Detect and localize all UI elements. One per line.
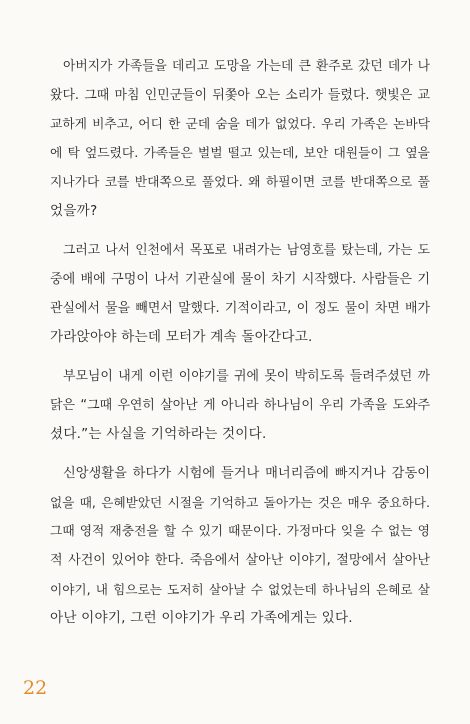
- text-line: 지나가다 코를 반대쪽으로 풀었다. 왜 하필이면 코를 반대쪽으로 풀: [50, 175, 430, 190]
- text-line: 닭은 “그때 우연히 살아난 게 아니라 하나님이 우리 가족을 도와주: [50, 398, 430, 413]
- text-line: 가라앉아야 하는데 모터가 계속 돌아간다고.: [50, 329, 313, 345]
- text-line: 왔다. 그때 마침 인민군들이 뒤쫓아 오는 소리가 들렸다. 햇빛은 교: [50, 88, 430, 103]
- text-line: 중에 배에 구멍이 나서 기관실에 물이 차기 시작했다. 사람들은 기: [50, 272, 430, 287]
- text-line: 신앙생활을 하다가 시험에 들거나 매너리즘에 빠지거나 감동이: [63, 466, 430, 481]
- text-line: 이야기, 내 힘으로는 도저히 살아날 수 없었는데 하나님의 은혜로 살: [50, 582, 430, 597]
- page-number: 22: [23, 677, 48, 699]
- text-line: 부모님이 내게 이런 이야기를 귀에 못이 박히도록 들려주셨던 까: [63, 369, 430, 384]
- text-line: 에 탁 엎드렸다. 가족들은 벌벌 떨고 있는데, 보안 대원들이 그 옆을: [50, 146, 430, 161]
- text-line: 관실에서 물을 빼면서 말했다. 기적이라고, 이 정도 물이 차면 배가: [50, 301, 430, 316]
- paragraph-4: [50, 459, 430, 633]
- body-text: [50, 52, 430, 643]
- text-line: 아난 이야기, 그런 이야기가 우리 가족에게는 있다.: [50, 610, 353, 626]
- text-line: 셨다.”는 사실을 기억하라는 것이다.: [50, 426, 267, 442]
- text-line: 아버지가 가족들을 데리고 도망을 가는데 큰 환주로 갔던 데가 나: [63, 59, 430, 74]
- paragraph-3: [50, 362, 430, 449]
- text-line: 적 사건이 있어야 한다. 죽음에서 살아난 이야기, 절망에서 살아난: [50, 553, 430, 568]
- text-line: 교하게 비추고, 어디 한 군데 숨을 데가 없었다. 우리 가족은 논바닥: [50, 117, 430, 132]
- paragraph-1: [50, 52, 430, 226]
- text-line: 없을 때, 은혜받았던 시절을 기억하고 돌아가는 것은 매우 중요하다.: [50, 495, 430, 510]
- paragraph-2: [50, 236, 430, 352]
- text-line: 그때 영적 재충전을 할 수 있기 때문이다. 가정마다 잊을 수 없는 영: [50, 524, 430, 539]
- text-line: 었을까?: [50, 203, 98, 219]
- text-line: 그러고 나서 인천에서 목포로 내려가는 남영호를 탔는데, 가는 도: [63, 243, 430, 258]
